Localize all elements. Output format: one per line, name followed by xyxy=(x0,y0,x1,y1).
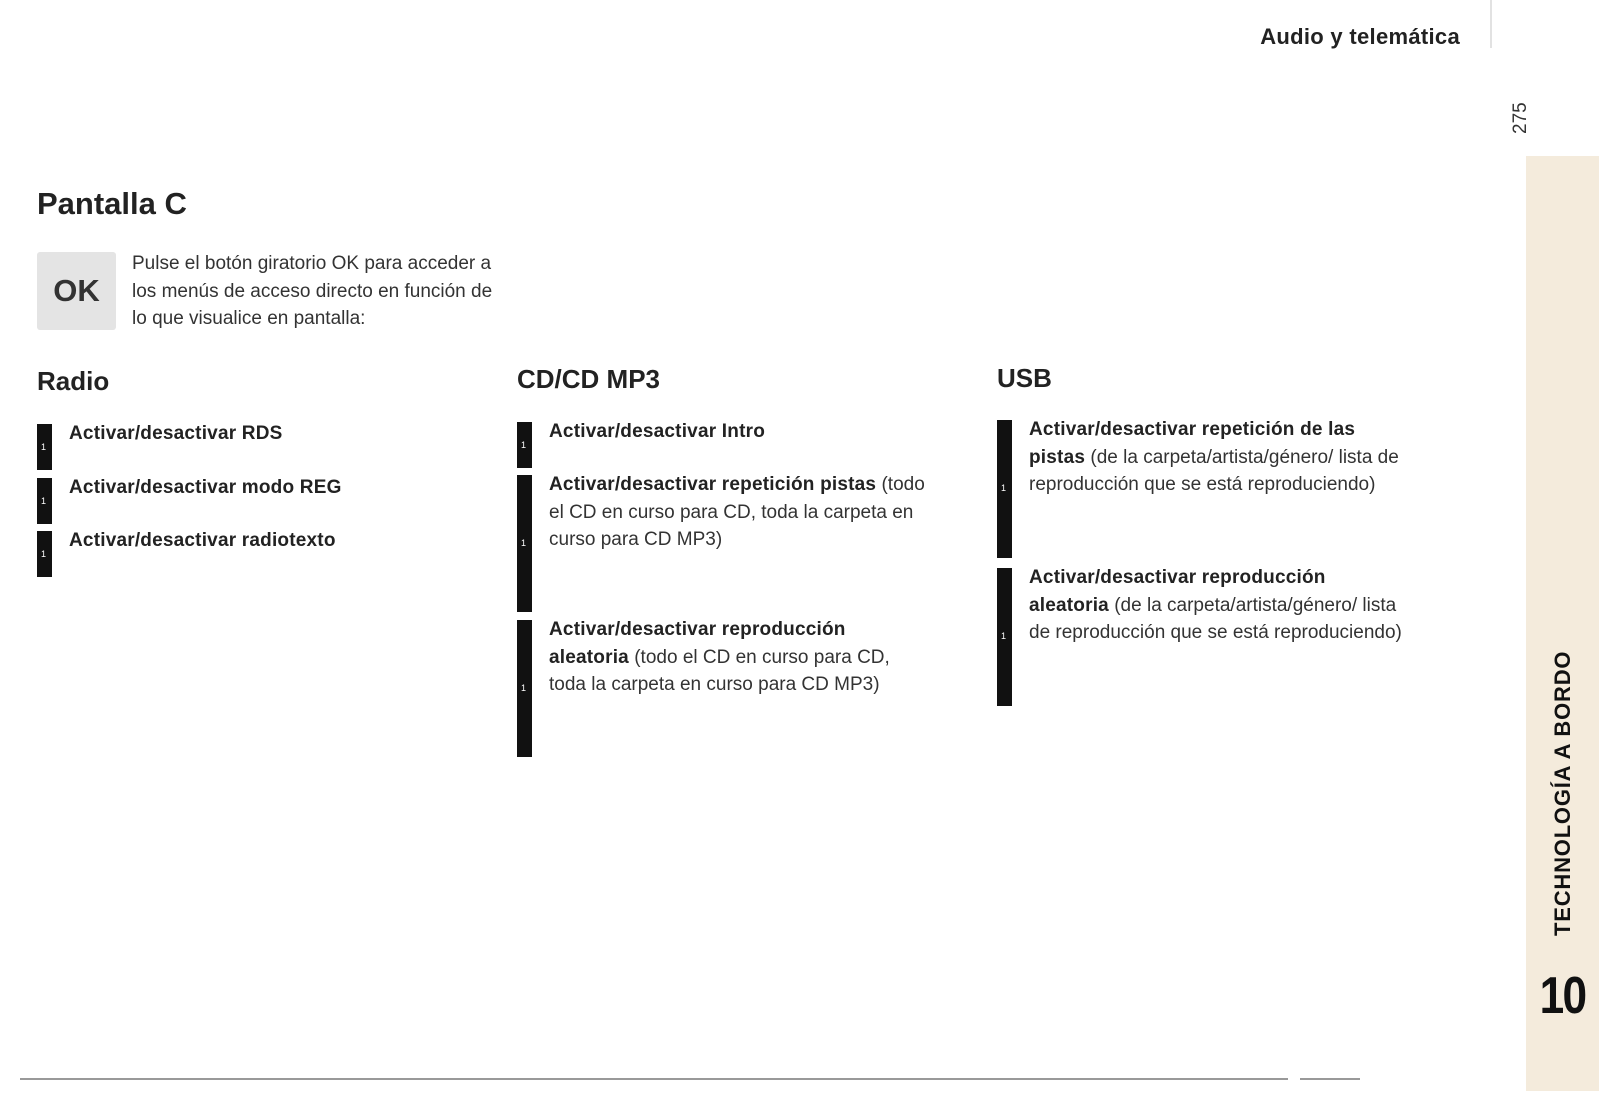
section-title: Pantalla C xyxy=(37,186,187,221)
item-text xyxy=(69,420,449,448)
item-marker: 1 xyxy=(517,620,532,757)
item-title: Activar/desactivar reproducción aleatoria xyxy=(549,619,846,668)
ok-button-icon: OK xyxy=(37,252,116,330)
item-marker: 1 xyxy=(517,422,532,468)
item-title: Activar/desactivar RDS xyxy=(69,423,283,444)
item-text xyxy=(69,527,449,555)
item-marker: 1 xyxy=(37,478,52,524)
item-text xyxy=(549,471,929,554)
item-text xyxy=(549,418,929,446)
item-description: (de la carpeta/artista/género/ lista de reproducción que se está reproduciendo) xyxy=(1029,594,1402,643)
footer-rule-short xyxy=(1300,1078,1360,1080)
chapter-number: 10 xyxy=(1539,967,1586,1025)
item-marker: 1 xyxy=(517,475,532,612)
item-title: Activar/desactivar reproducción aleatoria xyxy=(1029,567,1326,616)
item-description: (de la carpeta/artista/género/ lista de reproducción que se está reproduciendo) xyxy=(1029,446,1399,495)
item-title: Activar/desactivar repetición pistas xyxy=(549,474,877,495)
item-title: Activar/desactivar Intro xyxy=(549,421,765,442)
column-heading-radio: Radio xyxy=(37,366,110,396)
item-marker: 1 xyxy=(997,568,1012,706)
item-marker: 1 xyxy=(37,531,52,577)
item-description: (todo el CD en curso para CD, toda la carpeta en curso para CD MP3) xyxy=(549,646,890,695)
item-text xyxy=(1029,564,1409,647)
header-divider xyxy=(1490,0,1492,48)
item-marker: 1 xyxy=(997,420,1012,558)
chapter-side-tab xyxy=(1526,156,1599,1091)
item-text xyxy=(1029,416,1409,499)
column-heading-usb: USB xyxy=(997,363,1052,393)
item-title: Activar/desactivar modo REG xyxy=(69,477,342,498)
page-number: 275 xyxy=(1510,102,1531,134)
item-description: (todo el CD en curso para CD, toda la carpeta en curso para CD MP3) xyxy=(549,474,925,550)
footer-rule xyxy=(20,1078,1288,1080)
item-text xyxy=(549,616,929,699)
item-marker: 1 xyxy=(37,424,52,470)
item-title: Activar/desactivar radiotexto xyxy=(69,530,336,551)
column-heading-cd: CD/CD MP3 xyxy=(517,364,661,394)
running-header: Audio y telemática xyxy=(1260,24,1460,49)
item-title: Activar/desactivar repetición de las pistas xyxy=(1029,419,1356,468)
intro-paragraph: Pulse el botón giratorio OK para acceder a los menús de acceso directo en función de lo que visualice en pantalla: xyxy=(132,253,493,329)
item-text xyxy=(69,474,449,502)
chapter-tab-label: TECHNOLOGÍA A BORDO xyxy=(1550,650,1575,936)
